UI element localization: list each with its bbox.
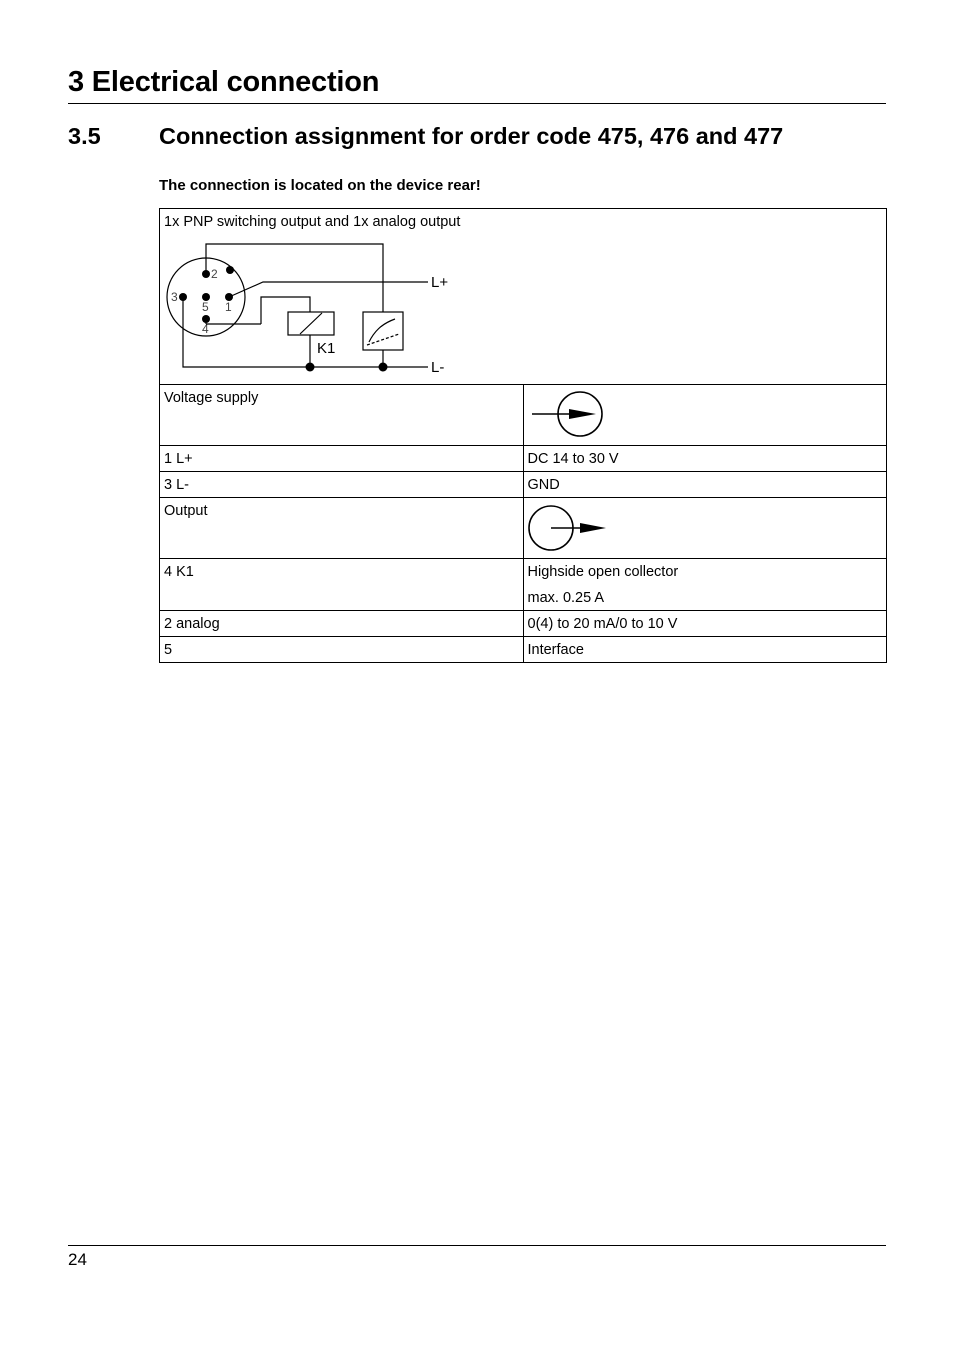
diagram-row bbox=[160, 209, 887, 385]
pin-text: 3 L- bbox=[164, 477, 189, 493]
value-cell bbox=[523, 472, 887, 498]
table-row bbox=[160, 472, 887, 498]
relay-junction-dot bbox=[306, 363, 315, 372]
pin-cell bbox=[160, 472, 524, 498]
connection-assignment-table bbox=[159, 208, 887, 663]
pin-5-label: 5 bbox=[202, 300, 209, 314]
value-text: 0(4) to 20 mA/0 to 10 V bbox=[527, 616, 678, 632]
voltage-supply-symbol-cell bbox=[523, 385, 887, 446]
value-text: Highside open collector bbox=[527, 564, 679, 580]
value-text: GND bbox=[527, 477, 560, 493]
output-symbol-cell bbox=[523, 498, 887, 559]
value-text-line2: max. 0.25 A bbox=[527, 590, 605, 606]
location-note: The connection is located on the device rear! bbox=[159, 177, 481, 194]
pin-extra-dot bbox=[226, 266, 234, 274]
value-cell bbox=[523, 559, 887, 611]
pin-1-label: 1 bbox=[225, 300, 232, 314]
pin-text: 4 K1 bbox=[164, 564, 194, 580]
output-label-cell bbox=[160, 498, 524, 559]
wiring-diagram-svg bbox=[160, 229, 490, 379]
voltage-supply-label: Voltage supply bbox=[164, 390, 259, 406]
pin-cell bbox=[160, 611, 524, 637]
table-row bbox=[160, 637, 887, 663]
voltage-supply-row bbox=[160, 385, 887, 446]
value-cell bbox=[523, 446, 887, 472]
pin-4-label: 4 bbox=[202, 322, 209, 336]
chapter-rule bbox=[68, 103, 886, 104]
diagram-caption: 1x PNP switching output and 1x analog output bbox=[164, 214, 461, 230]
chapter-title: 3 Electrical connection bbox=[68, 66, 380, 98]
wire-lplus bbox=[229, 282, 428, 297]
value-text: DC 14 to 30 V bbox=[527, 451, 619, 467]
output-arrow-icon bbox=[528, 503, 613, 553]
pin-cell bbox=[160, 559, 524, 611]
pin-text: 2 analog bbox=[164, 616, 220, 632]
section-title: Connection assignment for order code 475, 476 and 477 bbox=[159, 123, 784, 149]
value-text: Interface bbox=[527, 642, 584, 658]
value-cell bbox=[523, 611, 887, 637]
wire-analog bbox=[206, 244, 383, 312]
output-label: Output bbox=[164, 503, 208, 519]
input-arrow-icon bbox=[528, 390, 608, 440]
relay-k1-label: K1 bbox=[317, 340, 336, 357]
lminus-label: L- bbox=[431, 359, 445, 376]
pin-cell bbox=[160, 637, 524, 663]
section-number: 3.5 bbox=[68, 123, 101, 149]
value-cell bbox=[523, 637, 887, 663]
pin-text: 5 bbox=[164, 642, 173, 658]
table-row bbox=[160, 559, 887, 611]
footer-rule bbox=[68, 1245, 886, 1246]
pin-cell bbox=[160, 446, 524, 472]
page-number: 24 bbox=[68, 1250, 87, 1269]
diagram-cell bbox=[160, 209, 887, 385]
output-row bbox=[160, 498, 887, 559]
pin-2-label: 2 bbox=[211, 267, 218, 281]
pin-3-label: 3 bbox=[171, 290, 178, 304]
analog-junction-dot bbox=[379, 363, 388, 372]
lplus-label: L+ bbox=[431, 274, 449, 291]
table-row bbox=[160, 446, 887, 472]
pin-text: 1 L+ bbox=[164, 451, 193, 467]
wiring-diagram bbox=[164, 232, 882, 382]
voltage-supply-label-cell bbox=[160, 385, 524, 446]
table-row bbox=[160, 611, 887, 637]
